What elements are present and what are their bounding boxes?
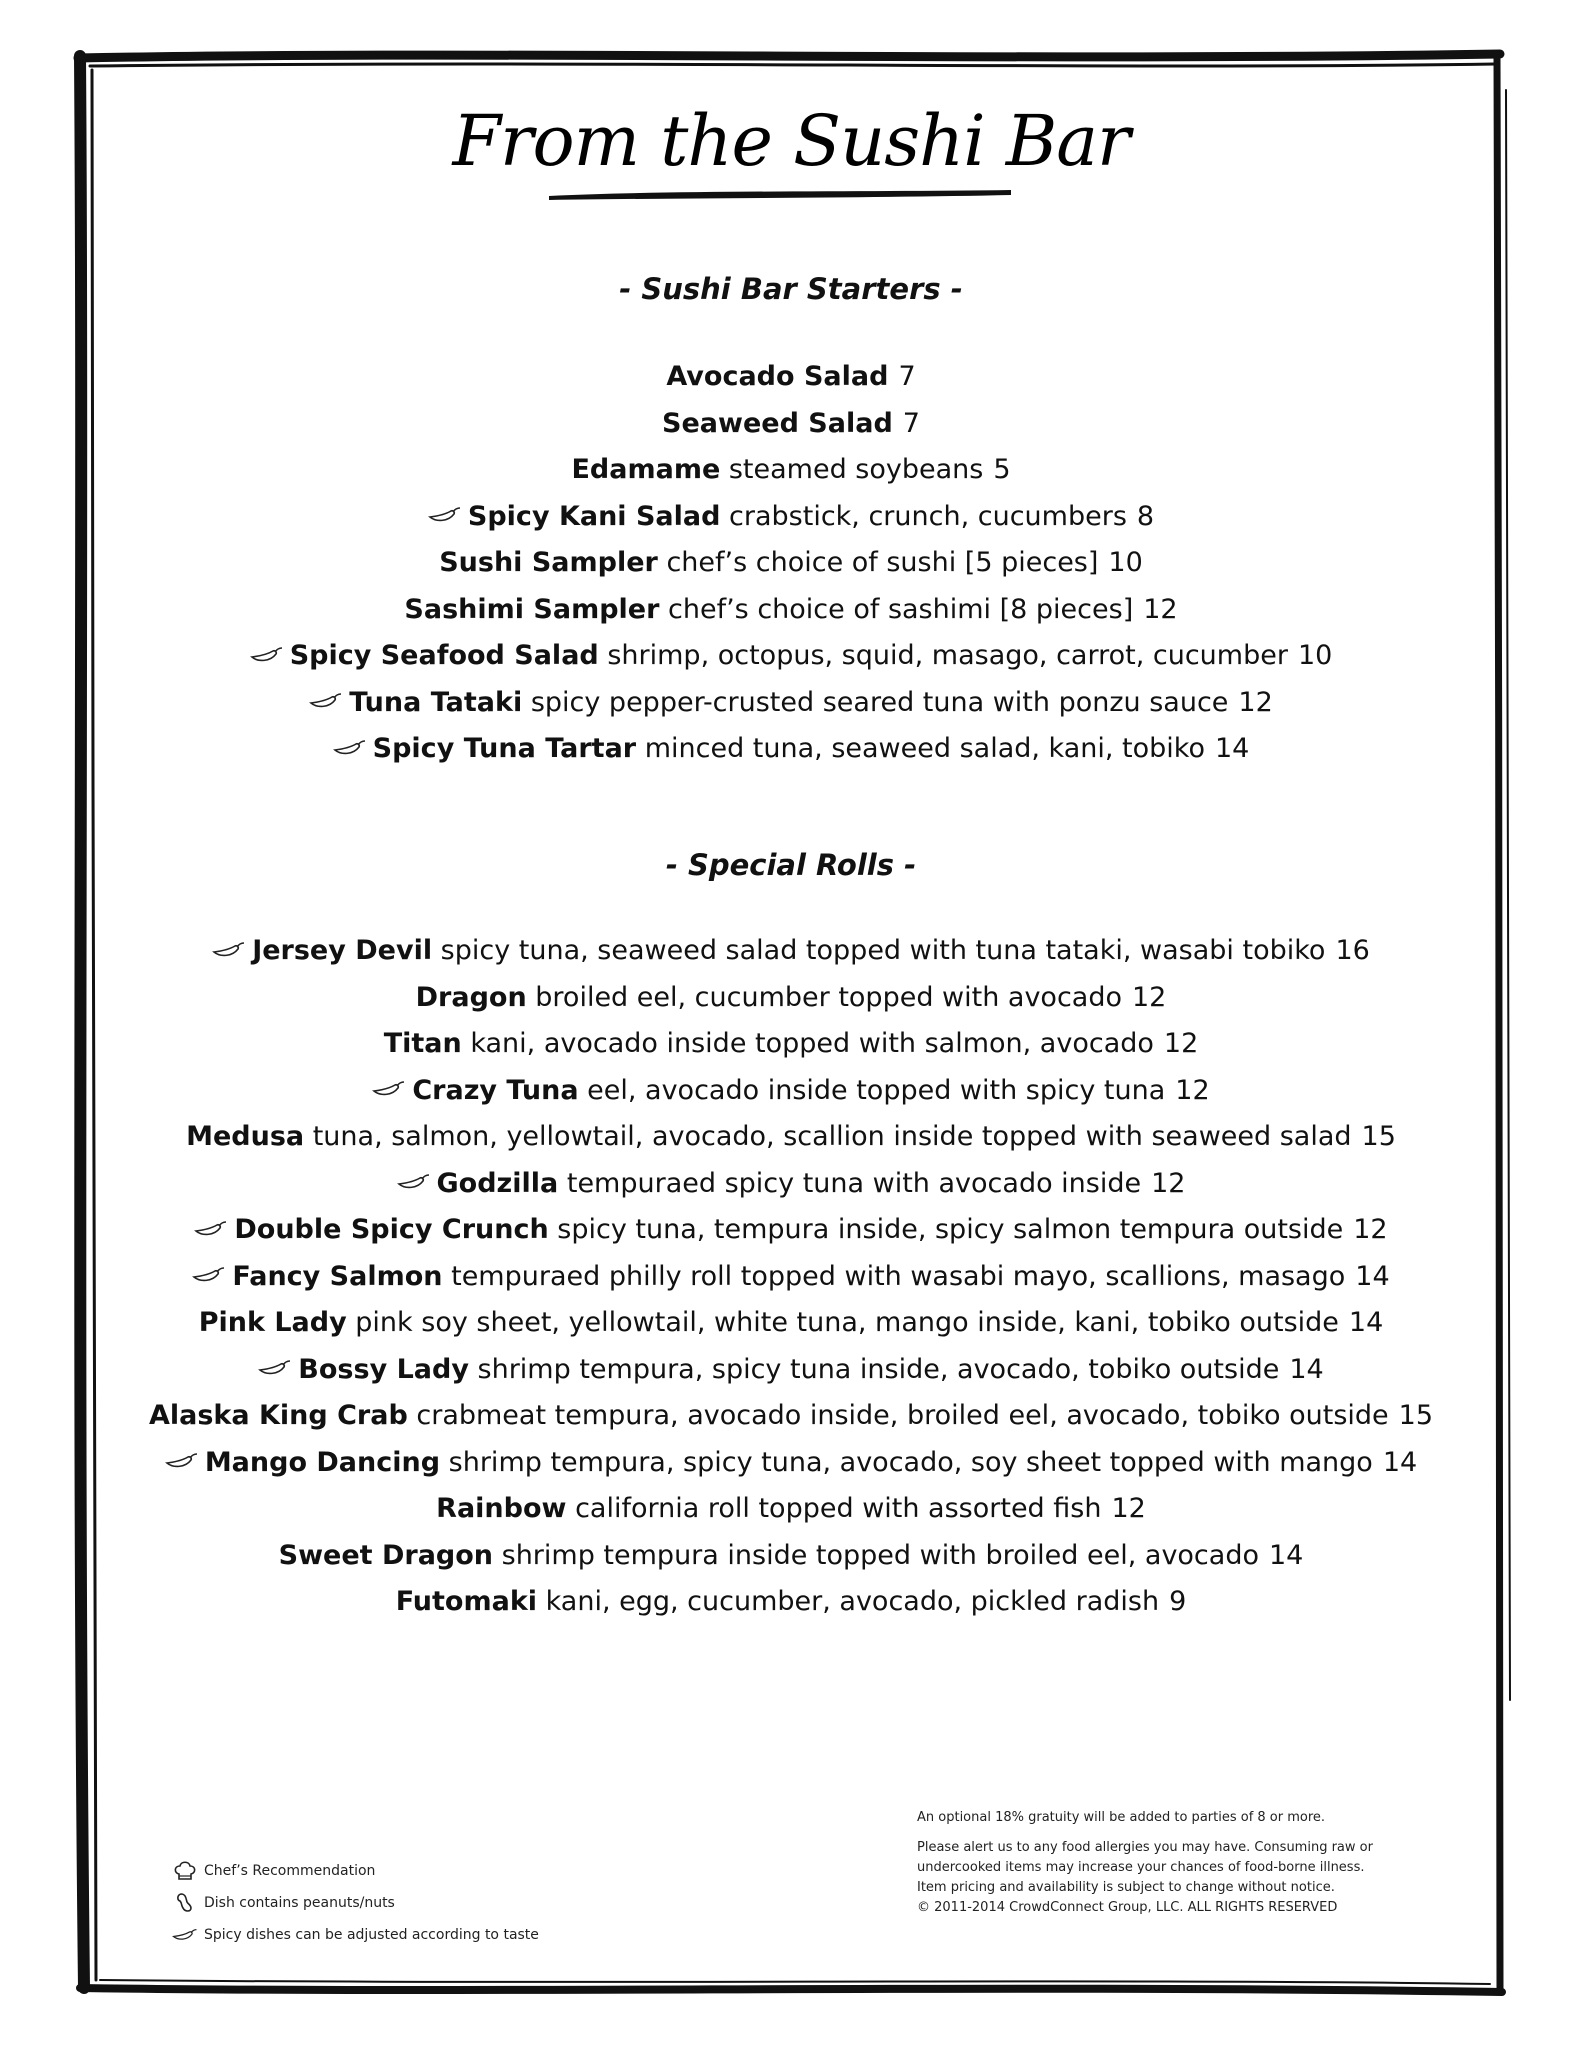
menu-item-description: california roll topped with assorted fish	[575, 1493, 1102, 1524]
menu-item-price: 12	[1143, 593, 1178, 625]
legend	[172, 1855, 539, 1951]
menu-item-description: kani, avocado inside topped with salmon, avocado	[470, 1028, 1154, 1059]
menu-item-description: spicy tuna, tempura inside, spicy salmon tempura outside	[557, 1214, 1344, 1245]
menu-item	[0, 1161, 1582, 1208]
menu-item-name: Crazy Tuna	[412, 1074, 579, 1106]
menu-item	[0, 1579, 1582, 1626]
menu-item-price: 5	[993, 454, 1011, 485]
chili-pepper-icon	[397, 1172, 431, 1192]
chili-pepper-icon	[258, 1358, 292, 1378]
menu-item-price: 12	[1151, 1167, 1186, 1199]
menu-item-description: kani, egg, cucumber, avocado, pickled radish	[545, 1586, 1160, 1617]
menu-item-name: Spicy Kani Salad	[467, 500, 721, 532]
menu-item-description: spicy pepper-crusted seared tuna with ponzu sauce	[530, 686, 1229, 718]
chili-pepper-icon	[428, 505, 462, 525]
menu-item-description: steamed soybeans	[728, 454, 984, 485]
chili-pepper-icon	[194, 1219, 228, 1239]
menu-item	[0, 726, 1582, 773]
menu-item	[0, 494, 1582, 541]
menu-item-price: 12	[1353, 1214, 1388, 1245]
menu-item-name: Sashimi Sampler	[404, 593, 660, 625]
menu-item-price: 7	[902, 407, 920, 439]
legend-spicy	[172, 1919, 539, 1951]
menu-item-name: Bossy Lady	[298, 1353, 469, 1385]
gratuity-note: An optional 18% gratuity will be added to parties of 8 or more.	[917, 1810, 1326, 1825]
chili-pepper-icon	[309, 691, 343, 711]
menu-item-price: 16	[1335, 935, 1370, 966]
menu-item-price: 14	[1348, 1307, 1384, 1338]
menu-item-description: shrimp, octopus, squid, masago, carrot, cucumber	[607, 640, 1288, 671]
chef-hat-icon	[172, 1860, 198, 1882]
peanut-icon	[172, 1892, 198, 1914]
menu-item-name: Edamame	[571, 454, 721, 485]
menu-item-description: shrimp tempura inside topped with broiled eel, avocado	[501, 1539, 1259, 1571]
menu-item-description: crabmeat tempura, avocado inside, broiled eel, avocado, tobiko outside	[416, 1400, 1389, 1431]
menu-item-name: Titan	[383, 1028, 462, 1059]
menu-item	[0, 1254, 1582, 1301]
menu-item-description: broiled eel, cucumber topped with avocado	[535, 981, 1122, 1013]
menu-item	[0, 587, 1582, 634]
legal-notes	[917, 1808, 1387, 1918]
chili-pepper-icon	[333, 738, 367, 758]
allergy-note-line-1: Please alert us to any food allergies you may have. Consuming raw or	[917, 1840, 1373, 1855]
menu-item-price: 8	[1136, 500, 1155, 532]
menu-item-description: tempuraed philly roll topped with wasabi mayo, scallions, masago	[451, 1260, 1346, 1292]
menu-item-description: shrimp tempura, spicy tuna, avocado, soy sheet topped with mango	[448, 1446, 1373, 1478]
chili-pepper-icon	[212, 940, 246, 960]
menu-title: From the Sushi Bar	[452, 100, 1130, 182]
menu-item	[0, 1486, 1582, 1533]
menu-item	[0, 401, 1582, 448]
pricing-note: Item pricing and availability is subject to change without notice.	[917, 1880, 1335, 1895]
menu-item-price: 9	[1169, 1586, 1187, 1617]
menu-item-description: shrimp tempura, spicy tuna inside, avocado, tobiko outside	[477, 1353, 1280, 1385]
menu-item	[0, 540, 1582, 587]
menu-item-price: 7	[898, 361, 916, 392]
title-underline	[545, 186, 1015, 202]
menu-item	[0, 1347, 1582, 1394]
menu-item-name: Mango Dancing	[204, 1446, 441, 1478]
section-heading-starters: - Sushi Bar Starters -	[619, 272, 963, 306]
menu-item-price: 12	[1238, 686, 1273, 718]
menu-item-name: Dragon	[415, 981, 527, 1013]
menu-item-name: Pink Lady	[198, 1307, 347, 1338]
menu-item-name: Sweet Dragon	[278, 1539, 494, 1571]
chili-pepper-icon	[372, 1079, 406, 1099]
legend-chef-label: Chef’s Recommendation	[204, 1863, 376, 1879]
menu-item-price: 12	[1175, 1074, 1210, 1106]
chili-pepper-icon	[192, 1265, 226, 1285]
menu-item	[0, 447, 1582, 494]
menu-item-name: Futomaki	[395, 1586, 538, 1617]
menu-item	[0, 354, 1582, 401]
chili-pepper-icon	[172, 1924, 198, 1946]
menu-item-price: 14	[1382, 1446, 1418, 1478]
menu-item-name: Rainbow	[436, 1493, 567, 1524]
menu-item	[0, 633, 1582, 680]
menu-item-price: 14	[1268, 1539, 1304, 1571]
menu-item-name: Spicy Seafood Salad	[289, 640, 599, 671]
legend-nuts-label: Dish contains peanuts/nuts	[204, 1895, 395, 1911]
menu-item-name: Fancy Salmon	[232, 1260, 443, 1292]
menu-item-description: eel, avocado inside topped with spicy tuna	[587, 1074, 1166, 1106]
menu-item-name: Spicy Tuna Tartar	[372, 733, 637, 764]
menu-item-name: Tuna Tataki	[349, 686, 523, 718]
menu-item-description: pink soy sheet, yellowtail, white tuna, mango inside, kani, tobiko outside	[355, 1307, 1339, 1338]
legend-nuts	[172, 1887, 539, 1919]
menu-item	[0, 1207, 1582, 1254]
menu-item-price: 10	[1297, 640, 1333, 671]
chili-pepper-icon	[165, 1451, 199, 1471]
menu-item	[0, 1114, 1582, 1161]
section-heading-special-rolls: - Special Rolls -	[665, 848, 917, 882]
menu-item	[0, 1300, 1582, 1347]
menu-item	[0, 1021, 1582, 1068]
menu-item-price: 15	[1361, 1121, 1396, 1152]
menu-item	[0, 1068, 1582, 1115]
menu-item-name: Medusa	[186, 1121, 305, 1152]
chili-pepper-icon	[250, 645, 284, 665]
menu-item-name: Avocado Salad	[666, 361, 889, 392]
menu-item-description: spicy tuna, seaweed salad topped with tuna tataki, wasabi tobiko	[440, 935, 1326, 966]
allergy-note-line-2: undercooked items may increase your chances of food-borne illness.	[917, 1860, 1365, 1875]
menu-item	[0, 1393, 1582, 1440]
menu-item-description: minced tuna, seaweed salad, kani, tobiko	[644, 733, 1205, 764]
menu-item	[0, 928, 1582, 975]
menu-item-price: 12	[1111, 1493, 1146, 1524]
menu-item-name: Alaska King Crab	[148, 1400, 408, 1431]
menu-item-description: chef’s choice of sashimi [8 pieces]	[668, 593, 1134, 625]
starters-list	[0, 354, 1582, 773]
menu-item-price: 14	[1214, 733, 1250, 764]
menu-item	[0, 1533, 1582, 1580]
legend-spicy-label: Spicy dishes can be adjusted according to taste	[204, 1927, 539, 1943]
menu-item-price: 15	[1398, 1400, 1434, 1431]
menu-item-price: 12	[1132, 981, 1167, 1013]
menu-item-price: 14	[1355, 1260, 1390, 1292]
copyright: © 2011-2014 CrowdConnect Group, LLC. ALL RIGHTS RESERVED	[917, 1900, 1338, 1915]
menu-item-price: 12	[1163, 1028, 1199, 1059]
menu-item-name: Sushi Sampler	[439, 547, 658, 578]
menu-item-name: Seaweed Salad	[662, 407, 893, 439]
special-rolls-list	[0, 928, 1582, 1626]
menu-item	[0, 680, 1582, 727]
menu-item-description: tuna, salmon, yellowtail, avocado, scallion inside topped with seaweed salad	[312, 1121, 1352, 1152]
menu-item-description: tempuraed spicy tuna with avocado inside	[566, 1167, 1142, 1199]
menu-item	[0, 1440, 1582, 1487]
legend-chef	[172, 1855, 539, 1887]
menu-item	[0, 975, 1582, 1022]
menu-item-description: crabstick, crunch, cucumbers	[729, 500, 1127, 532]
menu-item-price: 14	[1289, 1353, 1324, 1385]
menu-item-name: Godzilla	[436, 1167, 559, 1199]
menu-item-price: 10	[1108, 547, 1143, 578]
menu-item-name: Double Spicy Crunch	[234, 1214, 549, 1245]
menu-item-description: chef’s choice of sushi [5 pieces]	[666, 547, 1099, 578]
menu-item-name: Jersey Devil	[252, 935, 433, 966]
